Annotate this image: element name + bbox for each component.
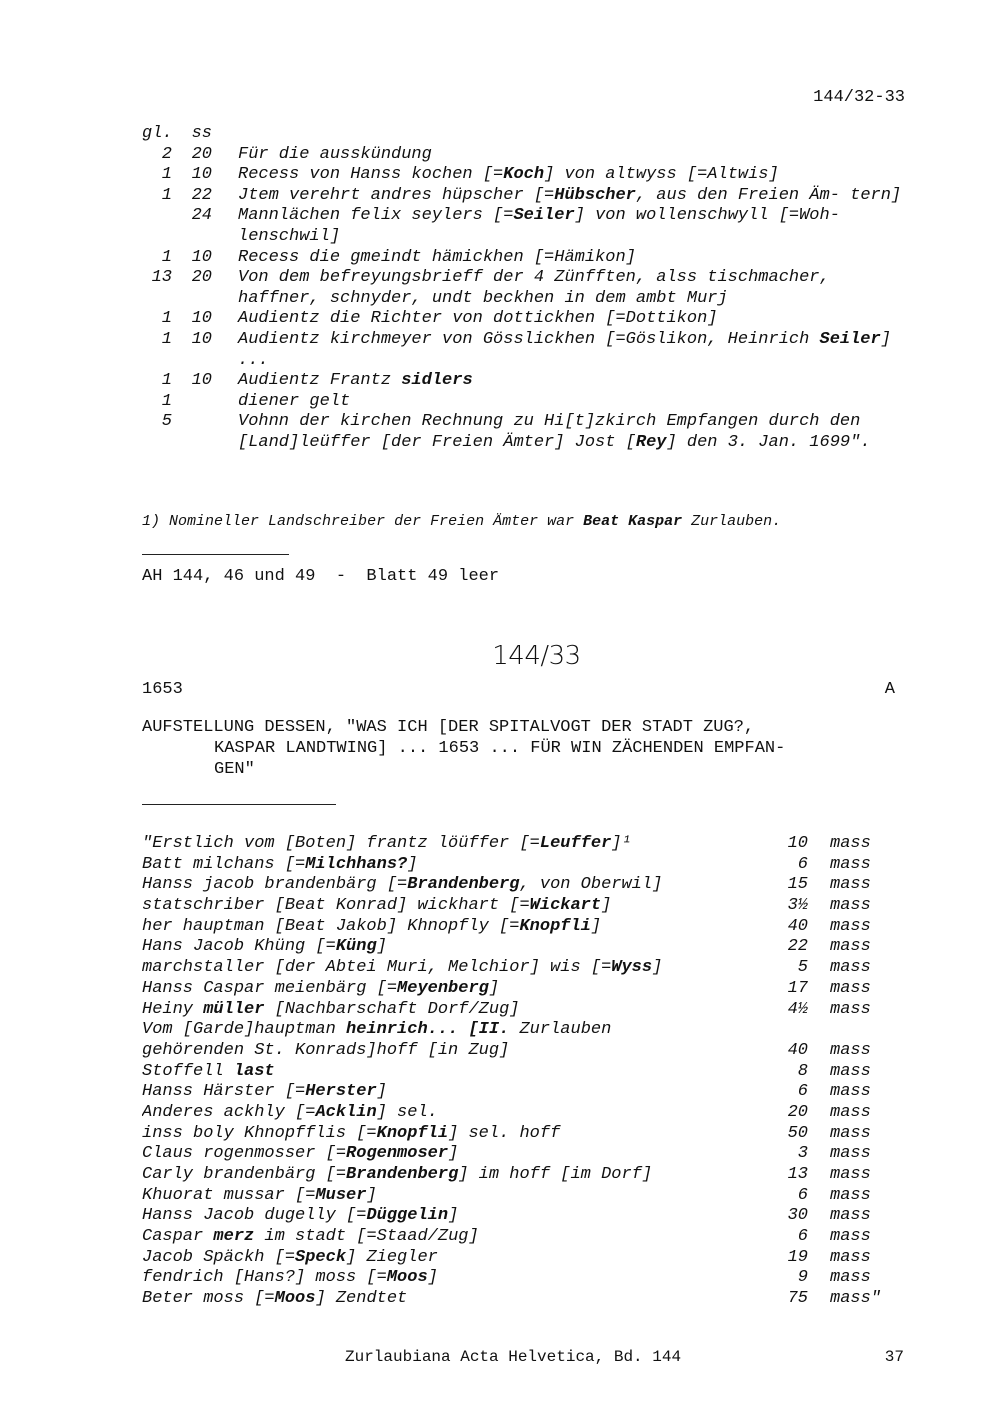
footnote: [142, 513, 781, 530]
title-line-3: GEN": [214, 760, 255, 779]
list-item: [142, 1020, 902, 1041]
document-year: 1653: [142, 680, 183, 699]
entry-name: Batt milchans [=Milchhans?]: [142, 854, 418, 874]
entry-name: her hauptman [Beat Jakob] Khnopfly [=Knopfli]: [142, 916, 602, 936]
entry-name: Hanss jacob brandenbärg [=Brandenberg, von Oberwil]: [142, 875, 663, 895]
account-text: Recess die gmeindt hämickhen [=Hämikon]: [238, 247, 636, 267]
entry-unit: mass: [830, 1247, 871, 1267]
gl-value: 5: [161, 412, 172, 432]
divider: [142, 804, 336, 805]
entry-amount: 19: [787, 1247, 808, 1267]
title-line-1: AUFSTELLUNG DESSEN, "WAS ICH [DER SPITALVOGT DER STADT ZUG?,: [142, 718, 755, 737]
account-text: diener gelt: [238, 391, 351, 411]
document-letter: A: [884, 680, 895, 699]
entry-amount: 6: [797, 854, 808, 874]
entry-name: Stoffell last: [142, 1061, 275, 1081]
gl-value: 1: [161, 165, 172, 185]
entry-amount: [762, 1020, 808, 1041]
entry-amount: 40: [787, 1040, 808, 1060]
gl-value: 1: [161, 329, 172, 349]
entry-amount: 40: [787, 916, 808, 936]
entry-amount: 3½: [787, 896, 808, 916]
list-item: [142, 1227, 902, 1248]
page-number: 37: [884, 1348, 904, 1366]
gl-value: 13: [151, 268, 172, 288]
entry-unit: mass: [830, 999, 871, 1019]
entry-name: Vom [Garde]hauptman heinrich... [II. Zurlauben: [142, 1020, 612, 1040]
entry-name: Hans Jacob Khüng [=Küng]: [142, 937, 387, 957]
entry-name: marchstaller [der Abtei Muri, Melchior] wis [=Wyss]: [142, 958, 663, 978]
ss-value: 10: [191, 165, 212, 185]
entry-amount: 20: [787, 1102, 808, 1122]
entry-name: Caspar merz im stadt [=Staad/Zug]: [142, 1227, 479, 1247]
account-row: [142, 165, 902, 186]
account-row: [142, 248, 902, 269]
list-item: [142, 1206, 902, 1227]
gl-value: 1: [161, 371, 172, 391]
account-text: Mannlächen felix seylers [=Seiler] von wollenschwyll [=Woh- lenschwil]: [238, 206, 840, 246]
source-reference: AH 144, 46 und 49 - Blatt 49 leer: [142, 567, 500, 586]
account-text: Für die ausskündung: [238, 144, 432, 164]
entry-amount: 22: [787, 937, 808, 957]
entry-name: "Erstlich vom [Boten] frantz löüffer [=Leuffer]¹: [142, 834, 632, 853]
account-text: Jtem verehrt andres hüpscher [=Hübscher, aus den Freien Äm- tern]: [238, 185, 902, 205]
list-item: [142, 917, 902, 938]
list-item: [142, 1186, 902, 1207]
entry-unit: mass: [830, 978, 871, 998]
list-item: [142, 1248, 902, 1269]
account-row: [142, 186, 902, 207]
list-item: [142, 958, 902, 979]
gl-value: 1: [161, 185, 172, 205]
entry-name: gehörenden St. Konrads]hoff [in Zug]: [142, 1040, 510, 1060]
entry-unit: mass: [830, 875, 871, 895]
entry-name: Beter moss [=Moos] Zendtet: [142, 1289, 408, 1309]
entry-amount: 30: [787, 1206, 808, 1226]
entry-amount: 6: [797, 1227, 808, 1247]
entry-amount: 10: [787, 834, 808, 853]
entry-unit: mass: [830, 937, 871, 957]
page-reference: 144/32-33: [813, 88, 905, 107]
footnote-after: Zurlauben.: [682, 513, 782, 530]
account-row: [142, 412, 902, 453]
list-item: [142, 1165, 902, 1186]
entry-unit: mass: [830, 1040, 871, 1060]
entry-name: Hanss Härster [=Herster]: [142, 1082, 387, 1102]
list-item: [142, 1103, 902, 1124]
ss-value: 10: [191, 309, 212, 329]
ss-value: 10: [191, 371, 212, 391]
ss-value: 10: [191, 247, 212, 267]
entry-name: Jacob Späckh [=Speck] Ziegler: [142, 1247, 438, 1267]
ss-value: 20: [191, 268, 212, 288]
ss-value: 24: [191, 206, 212, 226]
entry-name: inss boly Khnopfflis [=Knopfli] sel. hoff: [142, 1123, 561, 1143]
ss-value: [172, 392, 238, 413]
entry-amount: 5: [797, 958, 808, 978]
entry-amount: 75: [787, 1289, 808, 1309]
entry-unit: mass: [830, 1061, 871, 1081]
list-item: [142, 979, 902, 1000]
entry-unit: mass: [830, 1227, 871, 1247]
entry-name: Hanss Caspar meienbärg [=Meyenberg]: [142, 978, 500, 998]
ss-value: 22: [191, 185, 212, 205]
account-row: [142, 206, 902, 247]
list-item: [142, 1144, 902, 1165]
entry-unit: mass: [830, 1144, 871, 1164]
list-item: [142, 1289, 902, 1310]
entry-list: [142, 834, 902, 1310]
entry-amount: 8: [797, 1061, 808, 1081]
entry-unit: mass: [830, 896, 871, 916]
list-item: [142, 1000, 902, 1021]
entry-amount: 15: [787, 875, 808, 895]
account-text: Audientz kirchmeyer von Gösslickhen [=Göslikon, Heinrich Seiler] ...: [238, 329, 891, 370]
entry-name: Claus rogenmosser [=Rogenmoser]: [142, 1144, 459, 1164]
gl-value: 1: [161, 309, 172, 329]
entry-name: Hanss Jacob dugelly [=Düggelin]: [142, 1206, 459, 1226]
list-item: [142, 1268, 902, 1289]
account-text: Audientz die Richter von dottickhen [=Dottikon]: [238, 309, 718, 329]
document-heading: 144/33: [492, 641, 581, 671]
entry-unit: mass: [830, 834, 871, 853]
page-footer: Zurlaubiana Acta Helvetica, Bd. 144: [345, 1348, 682, 1366]
entry-amount: 50: [787, 1123, 808, 1143]
account-row: [142, 309, 902, 330]
footnote-text: Nomineller Landschreiber der Freien Ämter war: [169, 513, 584, 530]
document-title: [142, 717, 902, 780]
entry-unit: mass: [830, 1185, 871, 1205]
entry-unit: mass: [830, 1206, 871, 1226]
list-item: [142, 937, 902, 958]
entry-amount: 6: [797, 1082, 808, 1102]
divider: [142, 554, 289, 555]
account-row: [142, 392, 902, 413]
title-line-2: KASPAR LANDTWING] ... 1653 ... FÜR WIN ZÄCHENDEN EMPFAN-: [214, 739, 786, 758]
entry-amount: 6: [797, 1185, 808, 1205]
gl-value: 1: [161, 247, 172, 267]
entry-unit: mass: [830, 854, 871, 874]
footnote-bold: Beat Kaspar: [583, 513, 683, 530]
entry-unit: mass: [830, 958, 871, 978]
gl-header: gl.: [142, 124, 173, 143]
gl-value: 1: [161, 391, 172, 411]
list-item: [142, 1041, 902, 1062]
gl-value: [142, 206, 172, 247]
account-row: [142, 145, 902, 166]
account-text: Vohnn der kirchen Rechnung zu Hi[t]zkirch Empfangen durch den [Land]leüffer [der Freien Ämter] Jost [Rey] den 3. Jan. 1699".: [238, 412, 871, 452]
entry-unit: mass: [830, 1123, 871, 1143]
account-text: Von dem befreyungsbrieff der 4 Zünfften, alss tischmacher, haffner, schnyder, undt beckhen in dem ambt Murj: [238, 268, 830, 308]
entry-name: Anderes ackhly [=Acklin] sel.: [142, 1102, 438, 1122]
entry-name: fendrich [Hans?] moss [=Moos]: [142, 1268, 438, 1288]
entry-name: Heiny müller [Nachbarschaft Dorf/Zug]: [142, 999, 520, 1019]
list-item: [142, 1062, 902, 1083]
entry-amount: 9: [797, 1268, 808, 1288]
ss-value: [172, 412, 238, 453]
list-item: [142, 855, 902, 876]
entry-amount: 17: [787, 978, 808, 998]
list-item: [142, 1082, 902, 1103]
entry-name: statschriber [Beat Konrad] wickhart [=Wickart]: [142, 896, 612, 916]
entry-amount: 4½: [787, 999, 808, 1019]
ss-value: 20: [191, 144, 212, 164]
entry-unit: mass: [830, 1102, 871, 1122]
account-row: [142, 268, 902, 309]
entry-unit: mass": [830, 1289, 882, 1309]
entry-name: Khuorat mussar [=Muser]: [142, 1185, 377, 1205]
entry-unit: [808, 1020, 830, 1041]
entry-unit: mass: [830, 1082, 871, 1102]
ss-value: 10: [191, 329, 212, 349]
entry-unit: mass: [830, 1165, 871, 1184]
list-item: [142, 1124, 902, 1145]
account-text: Recess von Hanss kochen [=Koch] von altwyss [=Altwis]: [238, 165, 779, 185]
account-table: [142, 124, 902, 454]
footnote-marker: 1): [142, 513, 161, 530]
entry-amount: 3: [797, 1144, 808, 1164]
account-row: [142, 330, 902, 371]
account-text: Audientz Frantz sidlers: [238, 371, 473, 391]
entry-unit: mass: [830, 916, 871, 936]
account-row: [142, 371, 902, 392]
ss-header: ss: [191, 124, 212, 143]
entry-name: Carly brandenbärg [=Brandenberg] im hoff [im Dorf]: [142, 1165, 653, 1184]
list-item: [142, 834, 902, 855]
entry-unit: mass: [830, 1268, 871, 1288]
list-item: [142, 875, 902, 896]
account-header: [142, 124, 902, 145]
gl-value: 2: [161, 144, 172, 164]
entry-amount: 13: [787, 1165, 808, 1184]
list-item: [142, 896, 902, 917]
